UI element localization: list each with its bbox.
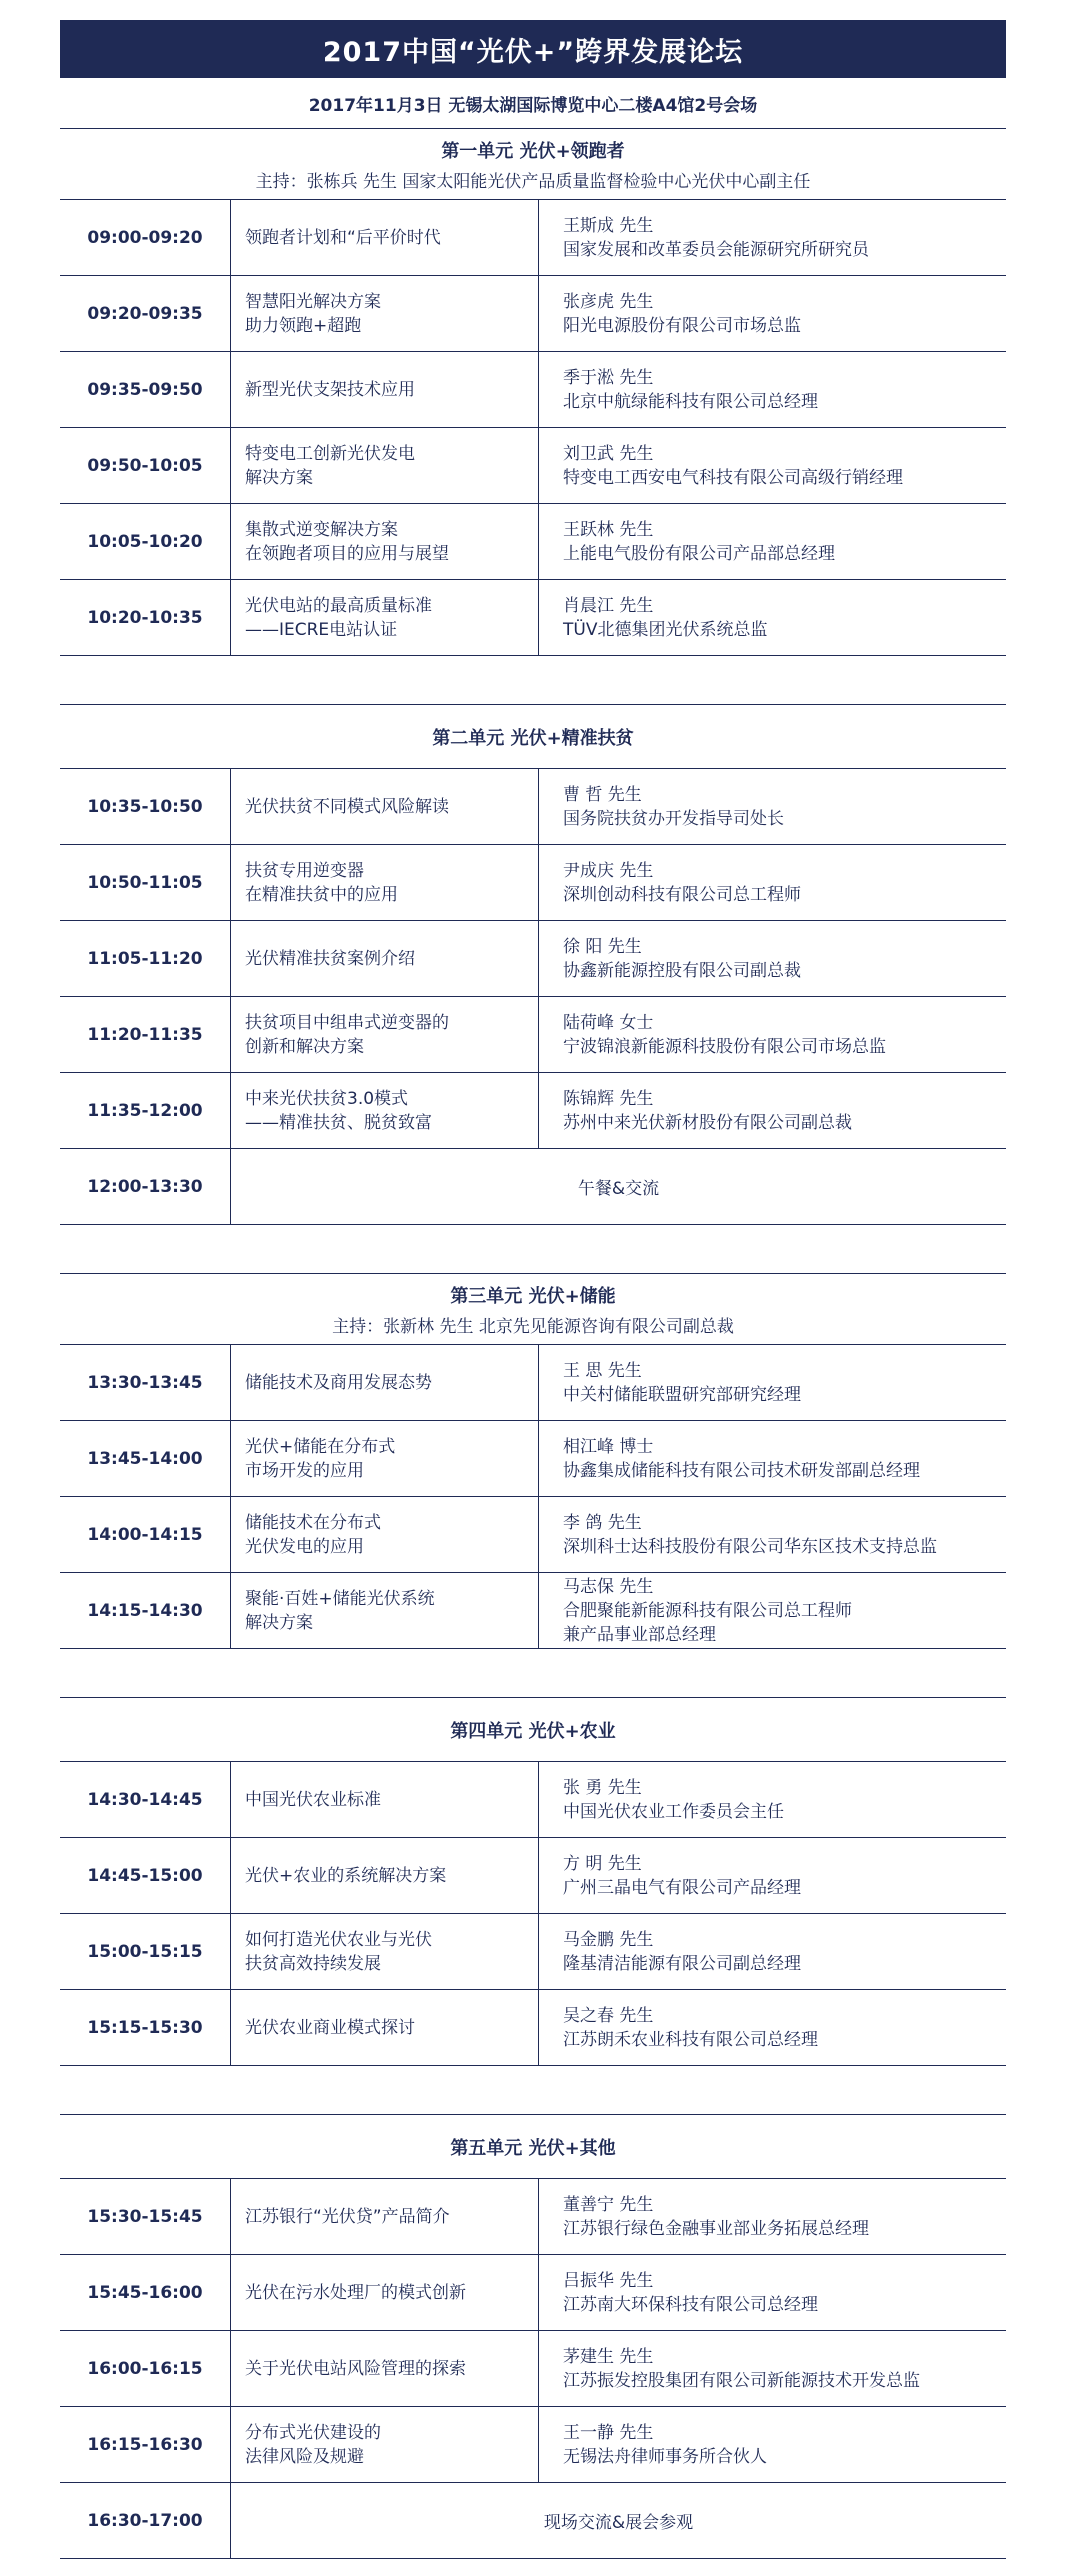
session-time: 13:30-13:45 [60, 1345, 231, 1420]
table-row [60, 1149, 1006, 1225]
session-topic [231, 1573, 539, 1648]
speaker-affiliation: 深圳科士达科技股份有限公司华东区技术支持总监 [563, 1536, 937, 1557]
table-row [60, 2331, 1006, 2407]
speaker-name: 马金鹏 先生 [563, 1929, 654, 1950]
topic-line: 关于光伏电站风险管理的探索 [245, 2358, 466, 2379]
session-topic [231, 997, 539, 1072]
speaker-affiliation: 江苏朗禾农业科技有限公司总经理 [563, 2029, 818, 2050]
section-host: 主持：张新林 先生 北京先见能源咨询有限公司副总裁 [332, 1316, 734, 1337]
break-label: 午餐&交流 [577, 1179, 660, 1199]
topic-line: 解决方案 [245, 467, 313, 488]
session-speaker [539, 580, 1006, 655]
speaker-name: 王一静 先生 [563, 2422, 654, 2443]
agenda-section [60, 2066, 1006, 2559]
speaker-affiliation: 无锡法舟律师事务所合伙人 [563, 2446, 767, 2467]
session-topic [231, 1762, 539, 1837]
table-row [60, 2179, 1006, 2255]
table-row [60, 1990, 1006, 2066]
agenda [60, 20, 1006, 2559]
session-speaker [539, 997, 1006, 1072]
session-time: 10:05-10:20 [60, 504, 231, 579]
session-topic [231, 2331, 539, 2406]
forum-date-venue: 2017年11月3日 无锡太湖国际博览中心二楼A4馆2号会场 [60, 78, 1006, 129]
speaker-name: 吴之春 先生 [563, 2005, 654, 2026]
speaker-affiliation: TÜV北德集团光伏系统总监 [563, 619, 768, 640]
session-topic [231, 580, 539, 655]
section-host: 主持：张栋兵 先生 国家太阳能光伏产品质量监督检验中心光伏中心副主任 [255, 171, 811, 192]
speaker-name: 王跃林 先生 [563, 519, 654, 540]
speaker-name: 董善宁 先生 [563, 2194, 654, 2215]
session-speaker [539, 1762, 1006, 1837]
topic-line: 江苏银行“光伏贷”产品简介 [245, 2206, 450, 2227]
table-row [60, 1838, 1006, 1914]
session-speaker [539, 769, 1006, 844]
section-title: 第三单元 光伏+储能 [450, 1285, 616, 1307]
section-gap [60, 1225, 1006, 1274]
session-topic [231, 1073, 539, 1148]
session-speaker [539, 1073, 1006, 1148]
session-topic [231, 1914, 539, 1989]
topic-line: 市场开发的应用 [245, 1460, 364, 1481]
topic-line: 如何打造光伏农业与光伏 [245, 1929, 432, 1950]
table-row [60, 276, 1006, 352]
section-header [60, 1274, 1006, 1345]
session-topic [231, 921, 539, 996]
session-speaker [539, 1345, 1006, 1420]
agenda-sections [60, 129, 1006, 2559]
topic-line: 扶贫项目中组串式逆变器的 [245, 1012, 449, 1033]
session-topic [231, 200, 539, 275]
session-time: 16:15-16:30 [60, 2407, 231, 2482]
topic-line: 新型光伏支架技术应用 [245, 379, 415, 400]
session-speaker [539, 200, 1006, 275]
topic-line: 扶贫高效持续发展 [245, 1953, 381, 1974]
session-time: 14:45-15:00 [60, 1838, 231, 1913]
topic-line: 特变电工创新光伏发电 [245, 443, 415, 464]
session-speaker [539, 428, 1006, 503]
speaker-affiliation: 深圳创动科技有限公司总工程师 [563, 884, 801, 905]
speaker-name: 吕振华 先生 [563, 2270, 654, 2291]
section-header [60, 2115, 1006, 2179]
session-speaker [539, 2179, 1006, 2254]
section-title: 第四单元 光伏+农业 [450, 1720, 616, 1742]
table-row [60, 352, 1006, 428]
topic-line: 集散式逆变解决方案 [245, 519, 398, 540]
agenda-section [60, 1649, 1006, 2066]
speaker-name: 方 明 先生 [563, 1853, 642, 1874]
speaker-affiliation: 上能电气股份有限公司产品部总经理 [563, 543, 835, 564]
speaker-affiliation: 阳光电源股份有限公司市场总监 [563, 315, 801, 336]
session-topic [231, 428, 539, 503]
speaker-affiliation: 北京中航绿能科技有限公司总经理 [563, 391, 818, 412]
session-time: 16:00-16:15 [60, 2331, 231, 2406]
topic-line: 解决方案 [245, 1612, 313, 1633]
section-title: 第二单元 光伏+精准扶贫 [432, 727, 634, 749]
topic-line: 智慧阳光解决方案 [245, 291, 381, 312]
table-row [60, 769, 1006, 845]
speaker-affiliation: 宁波锦浪新能源科技股份有限公司市场总监 [563, 1036, 886, 1057]
session-speaker [539, 1990, 1006, 2065]
speaker-name: 相江峰 博士 [563, 1436, 654, 1457]
session-speaker [539, 1838, 1006, 1913]
topic-line: 在精准扶贫中的应用 [245, 884, 398, 905]
session-time: 09:00-09:20 [60, 200, 231, 275]
speaker-name: 季于淞 先生 [563, 367, 654, 388]
table-row [60, 2483, 1006, 2559]
speaker-name: 茅建生 先生 [563, 2346, 654, 2367]
speaker-name: 刘卫武 先生 [563, 443, 654, 464]
topic-line: 中国光伏农业标准 [245, 1789, 381, 1810]
speaker-affiliation: 兼产品事业部总经理 [563, 1624, 716, 1645]
topic-line: 储能技术及商用发展态势 [245, 1372, 432, 1393]
speaker-affiliation: 中关村储能联盟研究部研究经理 [563, 1384, 801, 1405]
speaker-affiliation: 隆基清洁能源有限公司副总经理 [563, 1953, 801, 1974]
session-time: 11:20-11:35 [60, 997, 231, 1072]
table-row [60, 1073, 1006, 1149]
speaker-name: 李 鸽 先生 [563, 1512, 642, 1533]
topic-line: 储能技术在分布式 [245, 1512, 381, 1533]
speaker-name: 马志保 先生 [563, 1576, 654, 1597]
session-time: 15:15-15:30 [60, 1990, 231, 2065]
speaker-name: 张彦虎 先生 [563, 291, 654, 312]
topic-line: 光伏在污水处理厂的模式创新 [245, 2282, 466, 2303]
table-row [60, 428, 1006, 504]
speaker-name: 曹 哲 先生 [563, 784, 642, 805]
speaker-affiliation: 广州三晶电气有限公司产品经理 [563, 1877, 801, 1898]
session-speaker [539, 504, 1006, 579]
session-time: 12:00-13:30 [60, 1149, 231, 1224]
table-row [60, 504, 1006, 580]
session-speaker [539, 2407, 1006, 2482]
speaker-affiliation: 国务院扶贫办开发指导司处长 [563, 808, 784, 829]
speaker-affiliation: 苏州中来光伏新材股份有限公司副总裁 [563, 1112, 852, 1133]
speaker-name: 王 思 先生 [563, 1360, 642, 1381]
topic-line: 聚能·百姓+储能光伏系统 [245, 1588, 435, 1609]
topic-line: 光伏扶贫不同模式风险解读 [245, 796, 449, 817]
topic-line: 扶贫专用逆变器 [245, 860, 364, 881]
speaker-affiliation: 国家发展和改革委员会能源研究所研究员 [563, 239, 869, 260]
session-time: 14:30-14:45 [60, 1762, 231, 1837]
session-time: 14:15-14:30 [60, 1573, 231, 1648]
session-time: 11:05-11:20 [60, 921, 231, 996]
agenda-section [60, 656, 1006, 1225]
session-time: 10:50-11:05 [60, 845, 231, 920]
session-topic [231, 1990, 539, 2065]
speaker-name: 张 勇 先生 [563, 1777, 642, 1798]
session-speaker [539, 1573, 1006, 1648]
topic-line: 光伏农业商业模式探讨 [245, 2017, 415, 2038]
agenda-section [60, 129, 1006, 656]
table-row [60, 845, 1006, 921]
topic-line: 中来光伏扶贫3.0模式 [245, 1088, 409, 1109]
section-gap [60, 656, 1006, 705]
speaker-affiliation: 特变电工西安电气科技有限公司高级行销经理 [563, 467, 903, 488]
table-row [60, 1762, 1006, 1838]
session-speaker [539, 921, 1006, 996]
topic-line: 分布式光伏建设的 [245, 2422, 381, 2443]
topic-line: 光伏+农业的系统解决方案 [245, 1865, 447, 1886]
session-time: 16:30-17:00 [60, 2483, 231, 2558]
session-topic [231, 352, 539, 427]
session-topic [231, 1838, 539, 1913]
table-row [60, 200, 1006, 276]
topic-line: 创新和解决方案 [245, 1036, 364, 1057]
session-time: 09:20-09:35 [60, 276, 231, 351]
table-row [60, 1345, 1006, 1421]
section-header [60, 1698, 1006, 1762]
speaker-affiliation: 江苏南大环保科技有限公司总经理 [563, 2294, 818, 2315]
session-speaker [539, 845, 1006, 920]
session-speaker [539, 2331, 1006, 2406]
section-gap [60, 2066, 1006, 2115]
speaker-affiliation: 江苏振发控股集团有限公司新能源技术开发总监 [563, 2370, 920, 2391]
topic-line: 光伏+储能在分布式 [245, 1436, 396, 1457]
topic-line: 在领跑者项目的应用与展望 [245, 543, 449, 564]
session-speaker [539, 276, 1006, 351]
speaker-affiliation: 协鑫集成储能科技有限公司技术研发部副总经理 [563, 1460, 920, 1481]
table-row [60, 2407, 1006, 2483]
session-speaker [539, 1421, 1006, 1496]
session-topic [231, 2407, 539, 2482]
session-time: 09:50-10:05 [60, 428, 231, 503]
session-time: 14:00-14:15 [60, 1497, 231, 1572]
speaker-name: 肖晨江 先生 [563, 595, 654, 616]
speaker-affiliation: 协鑫新能源控股有限公司副总裁 [563, 960, 801, 981]
session-topic [231, 276, 539, 351]
session-time: 11:35-12:00 [60, 1073, 231, 1148]
session-topic [231, 845, 539, 920]
table-row [60, 1497, 1006, 1573]
session-time: 10:20-10:35 [60, 580, 231, 655]
section-header [60, 129, 1006, 200]
topic-line: 光伏电站的最高质量标准 [245, 595, 432, 616]
session-topic [231, 504, 539, 579]
session-time: 15:30-15:45 [60, 2179, 231, 2254]
session-time: 09:35-09:50 [60, 352, 231, 427]
table-row [60, 921, 1006, 997]
section-title: 第五单元 光伏+其他 [450, 2137, 616, 2159]
topic-line: 助力领跑+超跑 [245, 315, 362, 336]
session-topic [231, 769, 539, 844]
forum-title: 2017中国“光伏+”跨界发展论坛 [60, 20, 1006, 78]
topic-line: ——IECRE电站认证 [245, 619, 398, 640]
table-row [60, 1914, 1006, 1990]
session-speaker [539, 2255, 1006, 2330]
session-topic [231, 1497, 539, 1572]
session-time: 10:35-10:50 [60, 769, 231, 844]
section-title: 第一单元 光伏+领跑者 [441, 140, 625, 162]
topic-line: 法律风险及规避 [245, 2446, 364, 2467]
table-row [60, 1573, 1006, 1649]
speaker-name: 陈锦辉 先生 [563, 1088, 654, 1109]
speaker-affiliation: 合肥聚能新能源科技有限公司总工程师 [563, 1600, 852, 1621]
session-time: 15:45-16:00 [60, 2255, 231, 2330]
speaker-name: 陆荷峰 女士 [563, 1012, 654, 1033]
table-row [60, 1421, 1006, 1497]
topic-line: 光伏发电的应用 [245, 1536, 364, 1557]
table-row [60, 2255, 1006, 2331]
section-header [60, 705, 1006, 769]
speaker-name: 王斯成 先生 [563, 215, 654, 236]
topic-line: ——精准扶贫、脱贫致富 [245, 1112, 432, 1133]
table-row [60, 580, 1006, 656]
speaker-affiliation: 江苏银行绿色金融事业部业务拓展总经理 [563, 2218, 869, 2239]
session-time: 15:00-15:15 [60, 1914, 231, 1989]
topic-line: 光伏精准扶贫案例介绍 [245, 948, 415, 969]
speaker-affiliation: 中国光伏农业工作委员会主任 [563, 1801, 784, 1822]
session-topic [231, 2255, 539, 2330]
session-speaker [539, 1497, 1006, 1572]
session-speaker [539, 352, 1006, 427]
session-topic [231, 2179, 539, 2254]
agenda-section [60, 1225, 1006, 1649]
speaker-name: 徐 阳 先生 [563, 936, 642, 957]
table-row [60, 997, 1006, 1073]
break-label: 现场交流&展会参观 [543, 2513, 694, 2533]
session-speaker [539, 1914, 1006, 1989]
session-topic [231, 1421, 539, 1496]
session-time: 13:45-14:00 [60, 1421, 231, 1496]
topic-line: 领跑者计划和“后平价时代 [245, 227, 441, 248]
speaker-name: 尹成庆 先生 [563, 860, 654, 881]
session-topic [231, 1345, 539, 1420]
section-gap [60, 1649, 1006, 1698]
